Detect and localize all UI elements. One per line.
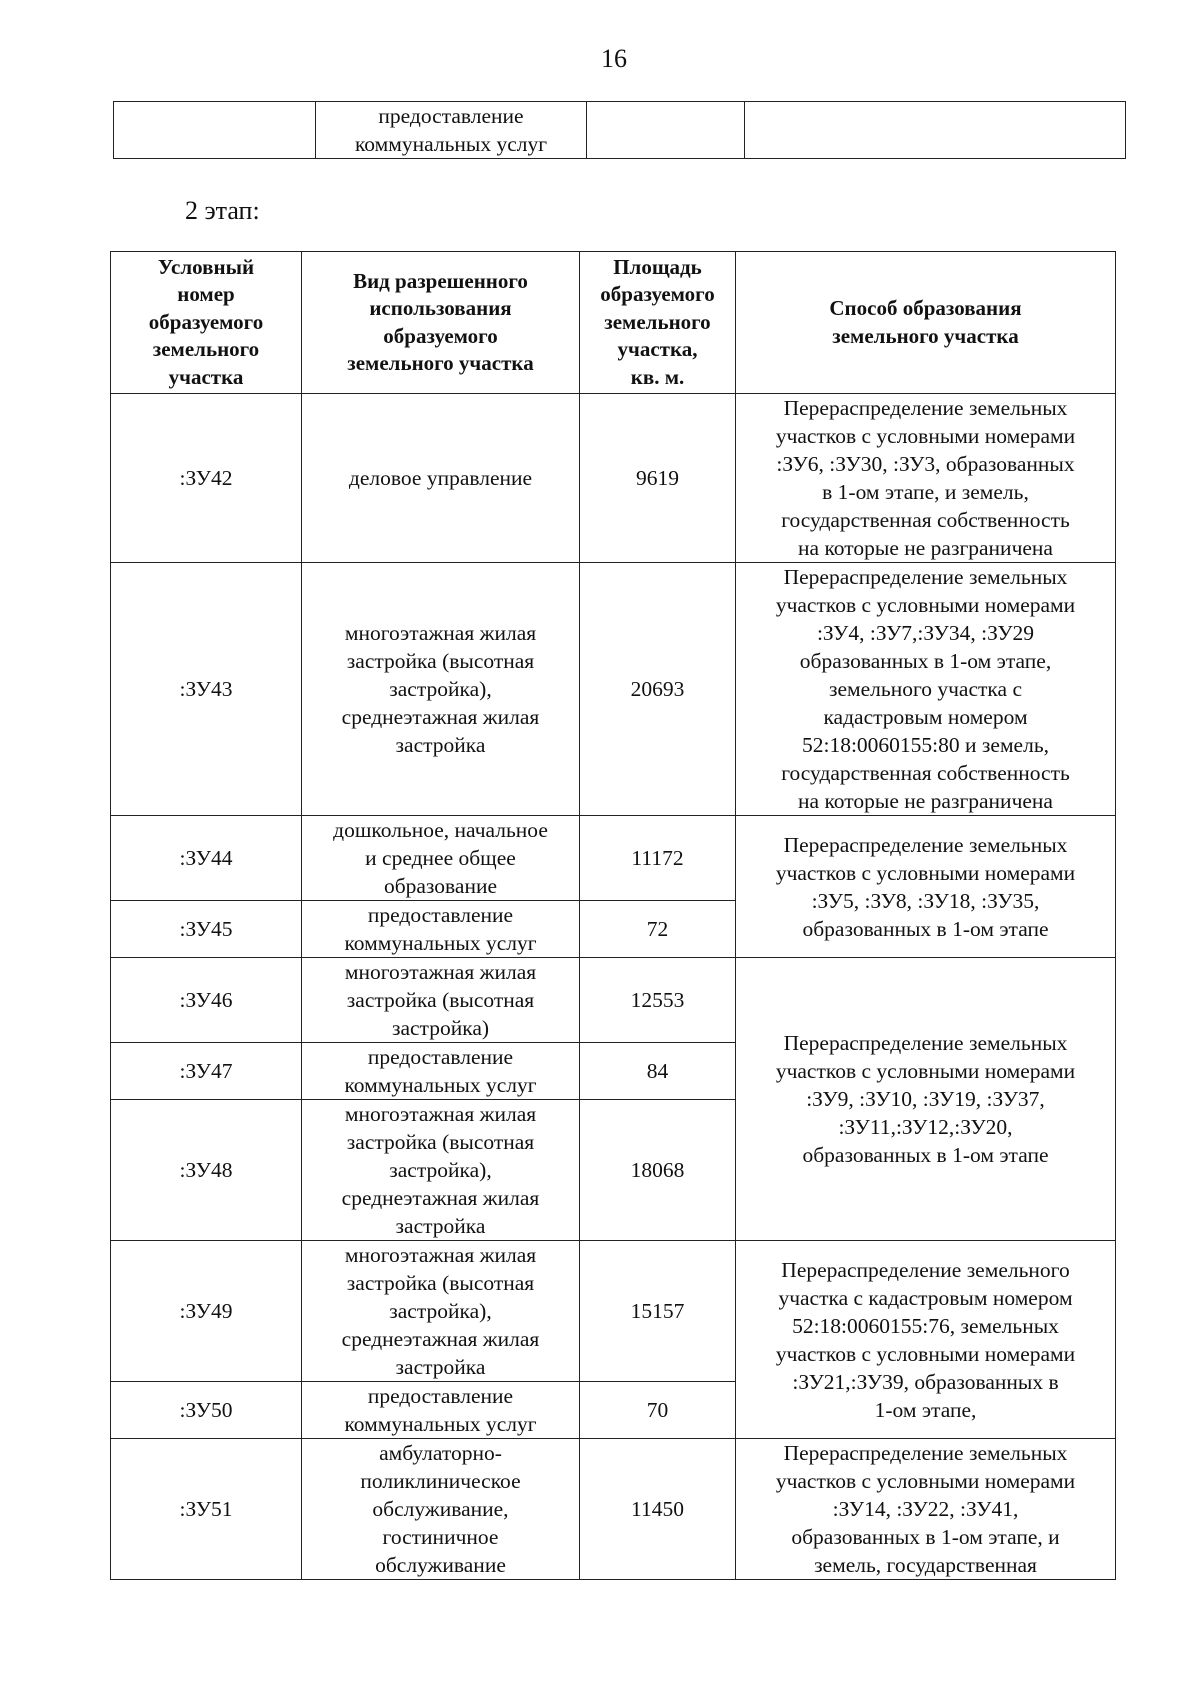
plot-area: 72 [580, 901, 736, 958]
formation-method-line: Перераспределение земельных [783, 396, 1068, 420]
permitted-use [302, 1043, 580, 1100]
permitted-use-line: застройка), [389, 1158, 492, 1182]
plot-area: 11172 [580, 816, 736, 901]
permitted-use-line: застройка (высотная [346, 1130, 535, 1154]
table-row [111, 1241, 1116, 1382]
table-row [111, 958, 1116, 1043]
cont-cell-4 [745, 102, 1126, 159]
header-line: образуемого [600, 282, 715, 307]
table-row [114, 102, 1126, 159]
plot-number: :ЗУ45 [111, 901, 302, 958]
plot-area: 18068 [580, 1100, 736, 1241]
permitted-use-line: застройка), [389, 1299, 492, 1323]
formation-method-line: образованных в 1-ом этапе [802, 916, 1049, 941]
formation-method-line: участков с условными номерами [775, 1469, 1076, 1493]
formation-method-line: :ЗУ6, :ЗУ30, :ЗУ3, образованных [776, 452, 1075, 476]
permitted-use-line: дошкольное, начальное [333, 818, 548, 842]
header-permitted-use [302, 252, 580, 394]
formation-method-line: образованных в 1-ом этапе, [799, 649, 1052, 673]
permitted-use-line: среднеэтажная жилая [341, 705, 540, 729]
formation-method [736, 958, 1116, 1241]
formation-method-line: Перераспределение земельного [781, 1257, 1070, 1282]
formation-method-line: образованных в 1-ом этапе [802, 1143, 1049, 1167]
plot-number: :ЗУ48 [111, 1100, 302, 1241]
formation-method-line: государственная собственность [781, 508, 1070, 532]
table-row [111, 816, 1116, 901]
header-line: Условный [157, 254, 255, 279]
stage-title: 2 этап: [185, 196, 260, 225]
continuation-table [113, 101, 1126, 159]
plot-area: 15157 [580, 1241, 736, 1382]
formation-method-line: земель, государственная [814, 1553, 1037, 1577]
cont-cell-3 [587, 102, 745, 159]
permitted-use-line: многоэтажная жилая [344, 1243, 537, 1267]
page-number: 16 [601, 44, 627, 73]
plot-number: :ЗУ51 [111, 1439, 302, 1580]
permitted-use [302, 901, 580, 958]
header-area [580, 252, 736, 394]
formation-method-line: участков с условными номерами [775, 424, 1076, 448]
permitted-use [302, 563, 580, 816]
formation-method-line: Перераспределение земельных [783, 1441, 1068, 1465]
plots-table [110, 251, 1116, 1580]
header-line: кв. м. [630, 364, 685, 389]
formation-method-line: :ЗУ4, :ЗУ7,:ЗУ34, :ЗУ29 [816, 621, 1035, 645]
header-line: Способ образования [829, 296, 1022, 320]
formation-method-line: 52:18:0060155:80 и земель, [801, 733, 1050, 757]
formation-method-line: :ЗУ14, :ЗУ22, :ЗУ41, [832, 1497, 1019, 1521]
formation-method-line: участков с условными номерами [775, 860, 1076, 885]
permitted-use-line: многоэтажная жилая [344, 1102, 537, 1126]
permitted-use [302, 394, 580, 563]
formation-method-line: :ЗУ9, :ЗУ10, :ЗУ19, :ЗУ37, [806, 1087, 1045, 1111]
header-line: участка, [617, 337, 698, 362]
permitted-use-line: застройка [395, 1355, 486, 1379]
formation-method-line: участков с условными номерами [775, 593, 1076, 617]
formation-method [736, 394, 1116, 563]
table-row [111, 563, 1116, 816]
permitted-use-line: застройка), [389, 677, 492, 701]
formation-method-line: на которые не разграничена [798, 789, 1053, 813]
header-line: использования [369, 296, 512, 320]
plot-number: :ЗУ49 [111, 1241, 302, 1382]
permitted-use [302, 958, 580, 1043]
header-line: земельного [604, 309, 711, 334]
formation-method-line: :ЗУ21,:ЗУ39, образованных в [792, 1369, 1059, 1394]
formation-method-line: Перераспределение земельных [783, 1031, 1068, 1055]
permitted-use [302, 1100, 580, 1241]
table-row [111, 1439, 1116, 1580]
formation-method-line: образованных в 1-ом этапе, и [791, 1525, 1060, 1549]
permitted-use-line: предоставление [367, 1384, 514, 1408]
header-line: Площадь [613, 254, 702, 279]
plot-number: :ЗУ44 [111, 816, 302, 901]
permitted-use-line: коммунальных услуг [344, 1073, 537, 1097]
permitted-use-line: предоставление [367, 1045, 514, 1069]
permitted-use-line: коммунальных услуг [344, 931, 537, 955]
formation-method-line: государственная собственность [781, 761, 1070, 785]
formation-method-line: :ЗУ5, :ЗУ8, :ЗУ18, :ЗУ35, [811, 888, 1040, 913]
permitted-use-line: среднеэтажная жилая [341, 1186, 540, 1210]
formation-method-line: участков с условными номерами [775, 1059, 1076, 1083]
header-line: образуемого [148, 309, 264, 334]
formation-method-line: участка с кадастровым номером [778, 1285, 1073, 1310]
permitted-use-line: застройка (высотная [346, 1271, 535, 1295]
permitted-use-line: амбулаторно- [379, 1441, 502, 1465]
plot-number: :ЗУ43 [111, 563, 302, 816]
permitted-use-line: предоставление [367, 903, 514, 927]
permitted-use-line: застройка [395, 733, 486, 757]
permitted-use-line: застройка) [391, 1016, 490, 1040]
header-line: образуемого [383, 323, 498, 348]
cont-cell-use: предоставление коммунальных услуг [316, 102, 587, 159]
permitted-use-line: обслуживание [375, 1553, 506, 1577]
formation-method-line: :ЗУ11,:ЗУ12,:ЗУ20, [838, 1115, 1013, 1139]
plot-area: 20693 [580, 563, 736, 816]
plot-number: :ЗУ47 [111, 1043, 302, 1100]
permitted-use-line: застройка (высотная [346, 988, 535, 1012]
permitted-use-line: образование [383, 874, 498, 898]
header-line: земельного участка [832, 323, 1019, 348]
permitted-use-line: застройка (высотная [346, 649, 535, 673]
formation-method-line: 1-ом этапе, [874, 1397, 977, 1422]
permitted-use-line: среднеэтажная жилая [341, 1327, 540, 1351]
header-line: земельного [152, 337, 260, 362]
formation-method [736, 1241, 1116, 1439]
permitted-use-line: деловое управление [348, 466, 533, 490]
formation-method [736, 1439, 1116, 1580]
formation-method-line: Перераспределение земельных [783, 832, 1068, 857]
header-line: земельного участка [347, 351, 534, 375]
table-row [111, 394, 1116, 563]
plot-area: 9619 [580, 394, 736, 563]
cont-cell-1 [114, 102, 316, 159]
formation-method-line: 52:18:0060155:76, земельных [792, 1313, 1059, 1338]
formation-method [736, 816, 1116, 958]
permitted-use-line: и среднее общее [365, 846, 516, 870]
permitted-use [302, 816, 580, 901]
plot-area: 12553 [580, 958, 736, 1043]
plot-area: 11450 [580, 1439, 736, 1580]
permitted-use-line: застройка [395, 1214, 486, 1238]
plot-area: 84 [580, 1043, 736, 1100]
permitted-use-line: обслуживание, [372, 1497, 509, 1521]
table-header-row [111, 252, 1116, 394]
permitted-use [302, 1382, 580, 1439]
permitted-use [302, 1241, 580, 1382]
permitted-use-line: многоэтажная жилая [344, 960, 537, 984]
formation-method [736, 563, 1116, 816]
formation-method-line: земельного участка с [828, 677, 1022, 701]
plot-number: :ЗУ46 [111, 958, 302, 1043]
permitted-use-line: гостиничное [382, 1525, 499, 1549]
header-line: Вид разрешенного [353, 268, 528, 293]
formation-method-line: кадастровым номером [823, 705, 1028, 729]
permitted-use-line: многоэтажная жилая [344, 621, 537, 645]
plot-number: :ЗУ42 [111, 394, 302, 563]
formation-method-line: на которые не разграничена [798, 536, 1053, 560]
header-line: участка [168, 364, 244, 389]
formation-method-line: Перераспределение земельных [783, 565, 1068, 589]
formation-method-line: участков с условными номерами [775, 1341, 1076, 1366]
header-line: номер [177, 282, 235, 307]
permitted-use-line: поликлиническое [360, 1469, 521, 1493]
permitted-use-line: коммунальных услуг [344, 1412, 537, 1436]
permitted-use [302, 1439, 580, 1580]
header-plot-number [111, 252, 302, 394]
formation-method-line: в 1-ом этапе, и земель, [822, 480, 1029, 504]
plot-area: 70 [580, 1382, 736, 1439]
header-formation-method [736, 252, 1116, 394]
plot-number: :ЗУ50 [111, 1382, 302, 1439]
